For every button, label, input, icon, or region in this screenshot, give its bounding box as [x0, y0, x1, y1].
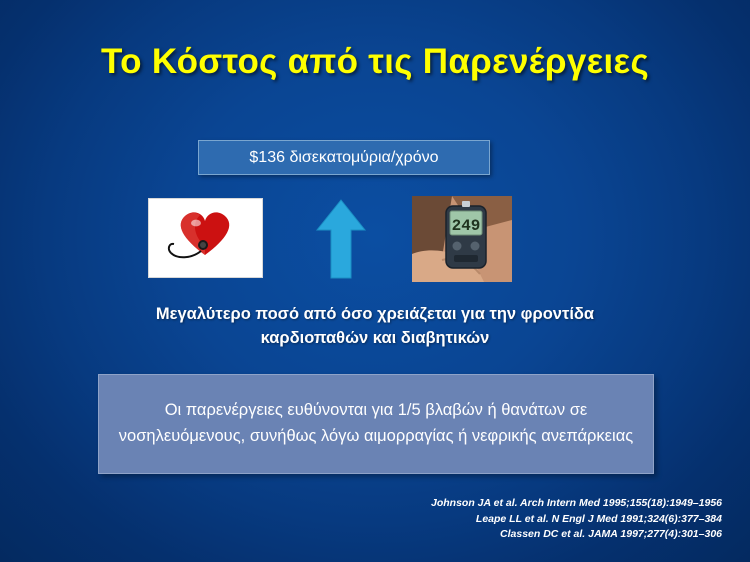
reference-item: Johnson JA et al. Arch Intern Med 1995;155(18):1949–1956 — [430, 497, 722, 510]
reference-item: Classen DC et al. JAMA 1997;277(4):301–306 — [500, 527, 722, 540]
cost-callout-box — [198, 140, 490, 175]
subtitle-line-1: Μεγαλύτερο ποσό από όσο χρειάζεται για την φροντίδα — [155, 305, 595, 323]
info-callout-box — [98, 374, 654, 474]
heart-image — [148, 198, 263, 278]
glucometer-reading: 249 — [451, 217, 481, 235]
info-callout-text: Οι παρενέργειες ευθύνονται για 1/5 βλαβών ή θανάτων σε νοσηλευόμενους, συνήθως λόγω αιμορραγίας ή νεφρικής ανεπάρκειας — [118, 401, 634, 445]
subtitle-line-2: καρδιοπαθών και διαβητικών — [260, 328, 490, 347]
cost-callout-label: $136 δισεκατομύρια/χρόνο — [249, 148, 439, 166]
reference-item: Leape LL et al. N Engl J Med 1991;324(6):377–384 — [475, 512, 722, 525]
subtitle-text — [75, 303, 675, 351]
page-title: Το Κόστος από τις Παρενέργειες — [101, 42, 649, 81]
glucometer-icon — [412, 196, 512, 282]
up-arrow-icon — [315, 198, 367, 280]
heart-icon — [149, 199, 262, 277]
references — [431, 496, 722, 542]
glucometer-image — [412, 196, 512, 282]
up-arrow — [315, 198, 367, 280]
